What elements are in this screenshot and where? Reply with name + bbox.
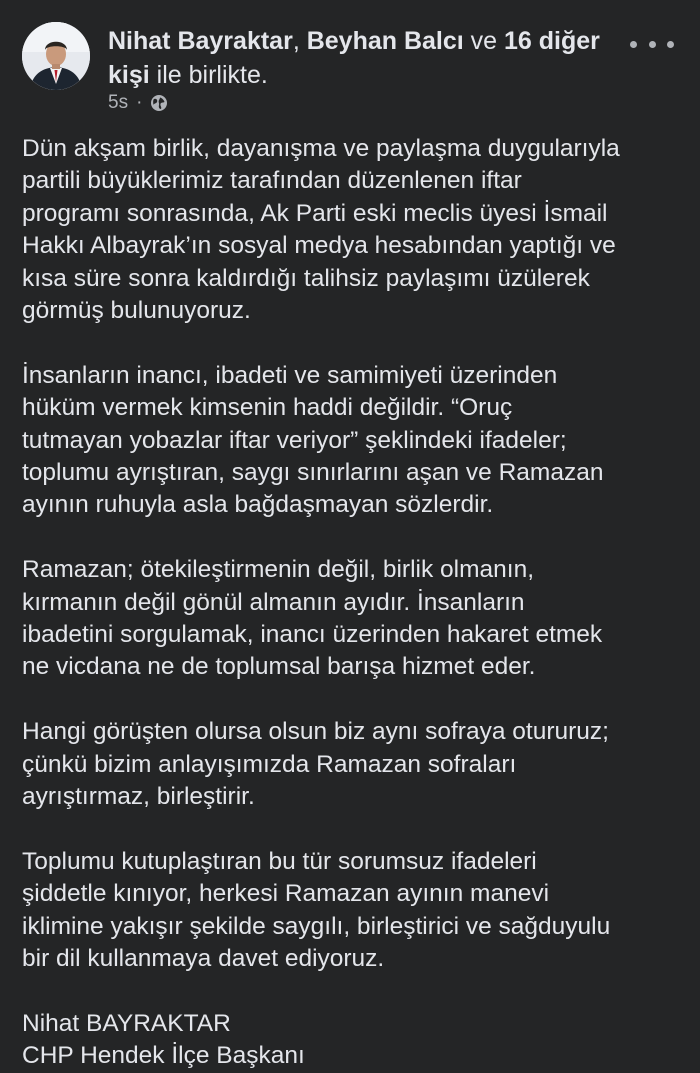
author-photo [22,22,90,90]
dot-3 [667,41,674,48]
others-suffix: kişi [108,61,150,89]
dot-1 [630,41,637,48]
author-name-secondary[interactable]: Beyhan Balcı [306,27,464,55]
others-count: 16 diğer [504,27,600,55]
post-authors [108,24,628,92]
post-signature: Nihat BAYRAKTAR CHP Hendek İlçe Başkanı [22,1009,305,1070]
post-timestamp[interactable]: 5s [108,92,129,113]
globe-icon[interactable] [150,94,168,112]
more-options-icon[interactable] [630,34,674,54]
with-text: ile birlikte. [149,61,268,89]
post-body [22,133,692,1073]
author-avatar[interactable] [22,22,90,90]
post-meta [108,92,168,114]
dot-2 [649,41,656,48]
post-paragraph-5: Toplumu kutuplaştıran bu tür sorumsuz ifadeleri şiddetle kınıyor, herkesi Ramazan ayının manevi iklimine yakışır şekilde saygılı, birleştirici ve sağduyulu bir dil kullanmaya davet ediyoruz. [22,847,611,973]
post-header [22,22,682,122]
meta-dot: · [136,92,143,113]
author-separator: , [292,27,307,55]
post-paragraph-1: Dün akşam birlik, dayanışma ve paylaşma duygularıyla partili büyüklerimiz tarafından düzenlenen iftar programı sonrasında, Ak Parti eski meclis üyesi İsmail Hakkı Albayrak’ın sosyal medya hesabından yaptığı ve kısa süre sonra kaldırdığı talihsiz paylaşımı üzülerek görmüş bulunuyoruz. [22,135,620,325]
author-connector: ve [463,27,505,55]
post-paragraph-2: İnsanların inancı, ibadeti ve samimiyeti üzerinden hüküm vermek kimsenin haddi değildir. “Oruç tutmayan yobazlar iftar veriyor” şeklindeki ifadeler; toplumu ayrıştıran, saygı sınırlarını aşan ve Ramazan ayının ruhuyla asla bağdaşmayan sözlerdir. [22,361,604,519]
post-paragraph-3: Ramazan; ötekileştirmenin değil, birlik olmanın, kırmanın değil gönül almanın ayıdır. İnsanların ibadetini sorgulamak, inancı üzerinden hakaret etmek ne vicdana ne de toplumsal barışa hizmet eder. [22,556,603,681]
post-paragraph-4: Hangi görüşten olursa olsun biz aynı sofraya otururuz; çünkü bizim anlayışımızda Ramazan sofraları ayrıştırmaz, birleştirir. [22,718,609,811]
author-name-primary[interactable]: Nihat Bayraktar [108,27,293,55]
